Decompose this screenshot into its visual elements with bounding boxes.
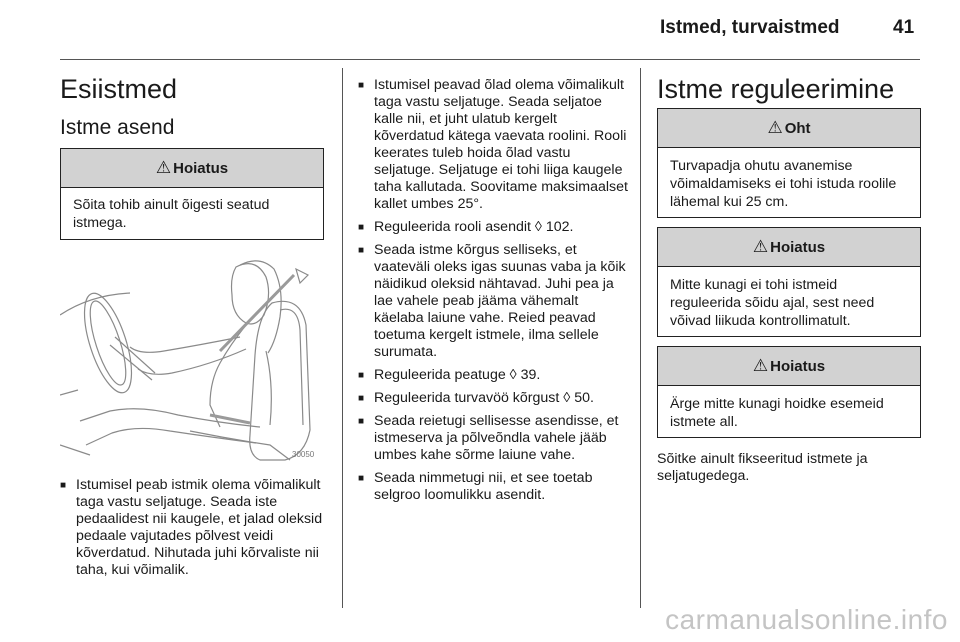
danger-box-title: Oht — [784, 119, 811, 137]
warning-box-text: Sõita tohib ainult õigesti seatud istmega. — [73, 197, 270, 231]
list-item: ■ Istumisel peab istmik olema võimalikult taga vastu seljatuge. Seada iste pedaalidest nii kaugele, et jalad oleksid pedaale vajutades põlvest veidi kõverdatud. Nihutada juhi kõrvaliste nii taha, kui võimalik. — [60, 477, 330, 579]
page-number: 41 — [893, 17, 915, 38]
warning-box-adjust — [657, 227, 921, 337]
danger-box — [657, 108, 921, 218]
danger-box-header — [658, 109, 920, 148]
driver-seat-illustration — [60, 255, 325, 463]
subsection-title: Istme asend — [60, 116, 175, 139]
header-rule — [60, 59, 920, 60]
middle-bullet-list — [358, 77, 628, 510]
figure-code: 30050 — [292, 450, 315, 459]
warning-box-header — [658, 228, 920, 267]
list-item: ■ Seada istme kõrgus selliseks, et vaateväli oleks igas suunas vaba ja kõik näidikud oleksid nähtavad. Juhi pea ja lae vahele peab jääma vähemalt käelaba laiune vahe. Reied peavad toetuma kergelt istmele, ilma sellele surumata. — [358, 242, 628, 361]
warning-box-text: Ärge mitte kunagi hoidke esemeid istmete all. — [670, 396, 884, 430]
warning-box-title: Hoiatus — [770, 357, 826, 375]
column-divider-1 — [342, 68, 343, 608]
warning-box-header — [658, 347, 920, 386]
watermark: carmanualsonline.info — [665, 604, 948, 635]
list-item: ■ Seada reietugi sellisesse asendisse, et istmeserva ja põlveõndla vahele jääb umbes kahe sõrme laiune vahe. — [358, 413, 628, 464]
warning-box-title: Hoiatus — [770, 238, 826, 256]
warning-box-header — [61, 149, 323, 188]
list-item: ■ Reguleerida rooli asendit ◊ 102. — [358, 219, 628, 236]
warning-icon: ⚠ — [752, 356, 769, 375]
right-paragraph: Sõitke ainult fikseeritud istmete ja seljatugedega. — [657, 451, 868, 484]
list-item: ■ Seada nimmetugi nii, et see toetab selgroo loomulikku asendit. — [358, 470, 628, 504]
danger-box-text: Turvapadja ohutu avanemise võimaldamiseks ei tohi istuda roolile lähemal kui 25 cm. — [670, 158, 897, 210]
warning-box-objects — [657, 346, 921, 438]
warning-icon: ⚠ — [155, 158, 172, 177]
list-item: ■ Istumisel peavad õlad olema võimalikult taga vastu seljatuge. Seada seljatoe kalle nii, et juht ulatub kergelt kõverdatud kätega vaevata roolini. Rooli keerates tuleb hoida õlad vastu seljatuge. Seljatuge ei tohi liiga kaugele taha kallutada. Soovitame maksimaalset kallet umbes 25°. — [358, 77, 628, 213]
warning-icon: ⚠ — [752, 237, 769, 256]
warning-box-title: Hoiatus — [173, 159, 229, 177]
section-title: Istme reguleerimine — [657, 74, 895, 104]
warning-box-seat-position — [60, 148, 324, 240]
list-item: ■ Reguleerida peatuge ◊ 39. — [358, 367, 628, 384]
warning-icon: ⚠ — [767, 118, 783, 137]
section-title: Esiistmed — [60, 74, 178, 104]
running-header-title: Istmed, turvaistmed — [660, 17, 840, 38]
column-divider-2 — [640, 68, 641, 608]
list-item: ■ Reguleerida turvavöö kõrgust ◊ 50. — [358, 390, 628, 407]
warning-box-text: Mitte kunagi ei tohi istmeid reguleerida sõidu ajal, sest need võivad liikuda kontrollimatult. — [670, 277, 875, 329]
left-bullet-list — [60, 477, 330, 585]
